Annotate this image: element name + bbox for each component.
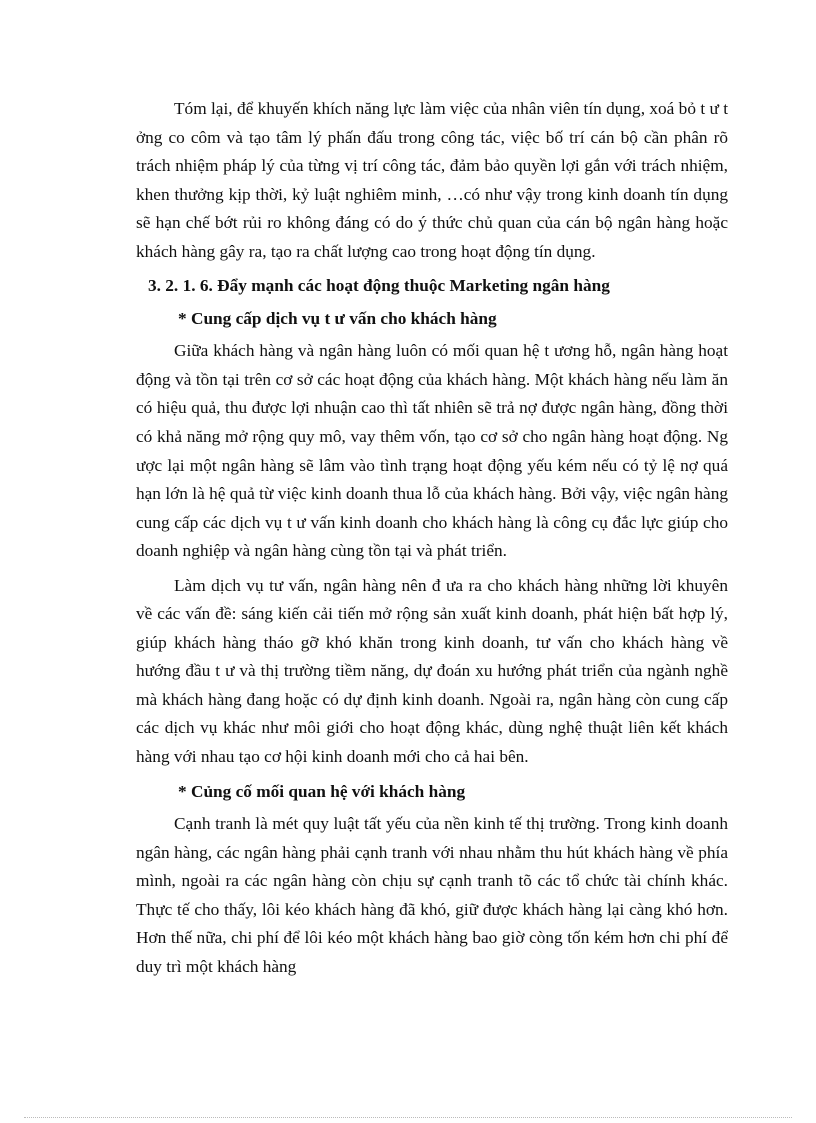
page-footer-divider [24,1117,792,1118]
subheading-consulting: * Cung cấp dịch vụ t ư vấn cho khách hàng [178,308,497,328]
section-heading: 3. 2. 1. 6. Đẩy mạnh các hoạt động thuộc Marketing ngân hàng [148,276,610,296]
paragraph-competition: Cạnh tranh là mét quy luật tất yếu của nền kinh tế thị trường. Trong kinh doanh ngân hàng, các ngân hàng phải cạnh tranh với nhau nhằm thu hút khách hàng về phía mình, ngoài ra các ngân hàng còn chịu sự cạnh tranh tõ các tổ chức tài chính khác. Thực tế cho thấy, lôi kéo khách hàng đã khó, giữ được khách hàng lại càng khó hơn. Hơn thế nữa, chi phí để lôi kéo một khách hàng bao giờ còng tốn kém hơn chi phí để duy trì một khách hàng [136,814,728,976]
subheading-customer-relations: * Củng cố mối quan hệ với khách hàng [178,781,466,801]
paragraph-relationship: Giữa khách hàng và ngân hàng luôn có mối quan hệ t ương hỗ, ngân hàng hoạt động và tồn tại trên cơ sở các hoạt động của khách hàng. Một khách hàng nếu làm ăn có hiệu quả, thu được lợi nhuận cao thì tất nhiên sẽ trả nợ được ngân hàng, đồng thời có khả năng mở rộng quy mô, vay thêm vốn, tạo cơ sở cho ngân hàng hoạt động. Ng ược lại một ngân hàng sẽ lâm vào tình trạng hoạt động yếu kém nếu có tỷ lệ nợ quá hạn lớn là hệ quả từ việc kinh doanh thua lỗ của khách hàng. Bởi vậy, việc ngân hàng cung cấp các dịch vụ t ư vấn kinh doanh cho khách hàng là công cụ đắc lực giúp cho doanh nghiệp và ngân hàng cùng tồn tại và phát triển. [136,341,728,561]
document-body [136,95,728,987]
paragraph-summary: Tóm lại, để khuyến khích năng lực làm việc của nhân viên tín dụng, xoá bỏ t ư t ởng co côm và tạo tâm lý phấn đấu trong công tác, việc bố trí cán bộ cần phân rõ trách nhiệm pháp lý của từng vị trí công tác, đảm bảo quyền lợi gắn với trách nhiệm, khen thưởng kịp thời, kỷ luật nghiêm minh, …có như vậy trong kinh doanh tín dụng sẽ hạn chế bớt rủi ro không đáng có do ý thức chủ quan của cán bộ ngân hàng hoặc khách hàng gây ra, tạo ra chất lượng cao trong hoạt động tín dụng. [136,99,728,261]
paragraph-advice: Làm dịch vụ tư vấn, ngân hàng nên đ ưa ra cho khách hàng những lời khuyên về các vấn đề: sáng kiến cải tiến mở rộng sản xuất kinh doanh, phát hiện bất hợp lý, giúp khách hàng tháo gỡ khó khăn trong kinh doanh, tư vấn cho khách hàng về hướng đầu t ư và thị trường tiềm năng, dự đoán xu hướng phát triển của ngành nghề mà khách hàng đang hoặc có dự định kinh doanh. Ngoài ra, ngân hàng còn cung cấp các dịch vụ khác như môi giới cho hoạt động khác, dùng nghệ thuật liên kết khách hàng với nhau tạo cơ hội kinh doanh mới cho cả hai bên. [136,575,728,767]
